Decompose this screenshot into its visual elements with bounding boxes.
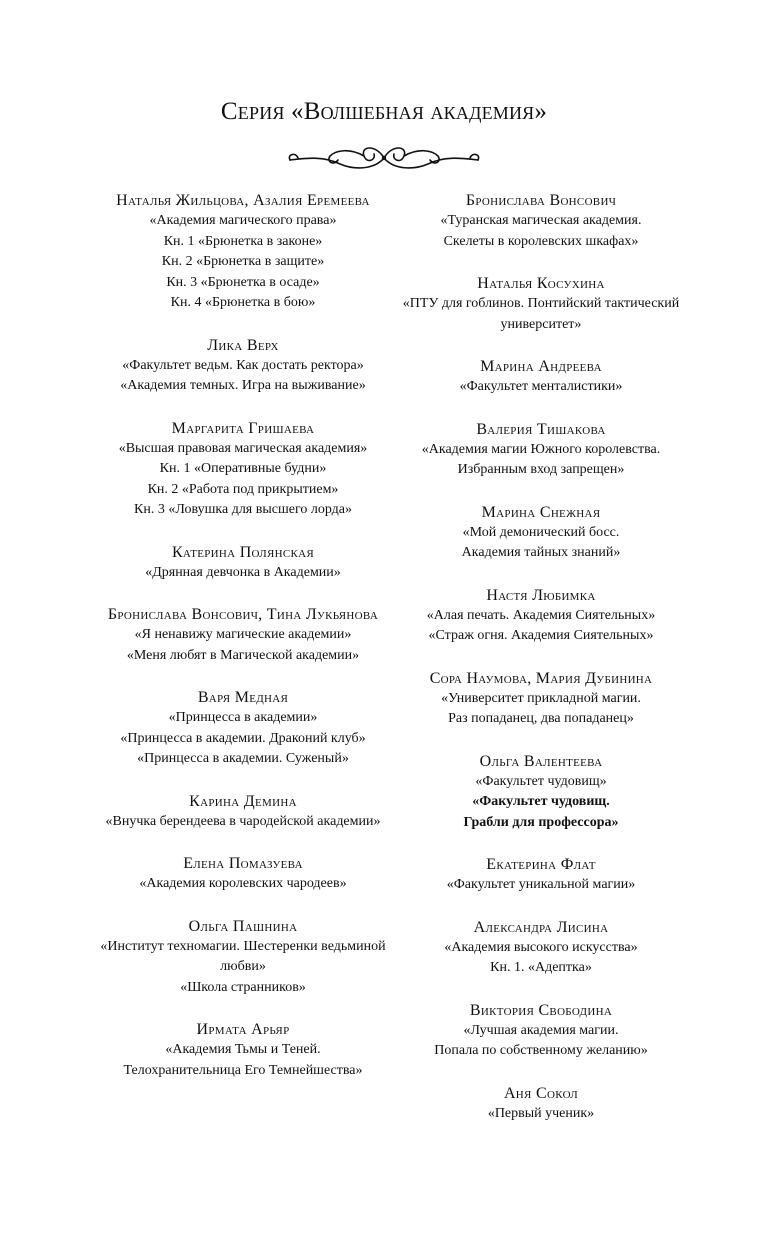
book-title: «Академия темных. Игра на выживание» xyxy=(120,378,366,393)
book-title: «Академия высокого искусства» xyxy=(444,939,638,955)
author-name: Лика Верх xyxy=(207,336,279,354)
series-entry xyxy=(396,668,686,730)
author-name: Катерина Полянская xyxy=(171,543,315,561)
book-title: «ПТУ для гоблинов. Понтийский тактический университет» xyxy=(402,296,680,332)
author-name: Наталья Косухина xyxy=(477,275,605,292)
book-title: Кн. 1 «Брюнетка в законе» xyxy=(163,233,323,249)
book-title: Кн. 4 «Брюнетка в бою» xyxy=(170,295,316,310)
author-name: Наталья Жильцова, Азалия Еремеева xyxy=(116,192,370,209)
author-name: Сора Наумова, Мария Дубинина xyxy=(429,669,653,687)
author-name: Карина Демина xyxy=(189,792,297,810)
book-title: «Дрянная девчонка в Академии» xyxy=(145,564,341,580)
book-title: «Школа странников» xyxy=(180,979,306,995)
series-entry xyxy=(396,917,686,979)
book-title: «Факультет чудовищ. xyxy=(472,794,610,809)
book-title: «Принцесса в академии» xyxy=(168,710,318,725)
series-entry xyxy=(98,853,388,895)
author-name: Ольга Валентеева xyxy=(479,752,603,770)
author-name: Марина Андреева xyxy=(480,358,602,375)
series-entry xyxy=(98,542,388,584)
book-title: Скелеты в королевских шкафах» xyxy=(443,233,639,249)
author-name: Виктория Свободина xyxy=(469,1001,613,1019)
series-entry xyxy=(396,502,686,564)
series-entry xyxy=(98,791,388,833)
series-entry xyxy=(98,687,388,770)
author-name: Валерия Тишакова xyxy=(476,420,606,438)
book-title: «Академия магического права» xyxy=(149,213,337,228)
book-title: «Академия королевских чародеев» xyxy=(139,876,347,891)
book-title: Кн. 2 «Брюнетка в защите» xyxy=(161,254,325,269)
author-name: Бронислава Вонсович, Тина Лукьянова xyxy=(107,606,379,623)
book-title: «Страж огня. Академия Сиятельных» xyxy=(428,628,654,643)
book-title: Кн. 1. «Адептка» xyxy=(490,960,592,975)
page-title: Серия «Волшебная академия» xyxy=(220,98,548,125)
author-name: Ольга Пашнина xyxy=(188,917,298,935)
book-title: «Принцесса в академии. Драконий клуб» xyxy=(120,730,366,746)
book-title: «Лучшая академия магии. xyxy=(463,1022,619,1038)
book-title: «Академия Тьмы и Теней. xyxy=(165,1042,321,1057)
book-title: Академия тайных знаний» xyxy=(461,545,621,560)
book-title: Кн. 3 «Брюнетка в осаде» xyxy=(166,274,320,290)
series-entry xyxy=(396,854,686,896)
author-name: Елена Помазуева xyxy=(183,855,303,872)
author-name: Настя Любимка xyxy=(486,586,596,604)
series-entry xyxy=(396,751,686,834)
decorative-flourish xyxy=(284,140,484,176)
author-name: Марина Снежная xyxy=(481,503,601,521)
book-title: «Факультет чудовищ» xyxy=(475,773,607,789)
book-title: Телохранительница Его Темнейшества» xyxy=(123,1062,363,1078)
book-title: «Факультет менталистики» xyxy=(459,379,623,394)
book-title: «Я ненавижу магические академии» xyxy=(134,627,352,642)
series-entry xyxy=(98,1019,388,1081)
author-name: Аня Сокол xyxy=(503,1084,579,1102)
series-entry xyxy=(396,1083,686,1125)
book-title: Раз попаданец, два попаданец» xyxy=(448,711,634,726)
series-entry xyxy=(98,604,388,666)
book-title: Грабли для профессора» xyxy=(463,814,619,830)
book-title: «Меня любят в Магической академии» xyxy=(126,647,360,663)
book-title: «Алая печать. Академия Сиятельных» xyxy=(426,607,656,623)
book-title: «Первый ученик» xyxy=(487,1105,595,1121)
book-title: Кн. 3 «Ловушка для высшего лорда» xyxy=(134,502,352,517)
book-title: «Мой демонический босс. xyxy=(462,524,620,540)
book-title: Кн. 1 «Оперативные будни» xyxy=(159,461,327,476)
author-name: Маргарита Гришаева xyxy=(171,419,315,437)
series-entry xyxy=(396,273,686,335)
author-name: Ирмата Арьяр xyxy=(196,1021,290,1038)
series-entry xyxy=(396,419,686,481)
book-title: «Академия магии Южного королевства. Избранным вход запрещен» xyxy=(421,441,661,477)
author-name: Варя Медная xyxy=(197,689,289,706)
series-entry xyxy=(396,190,686,252)
author-name: Бронислава Вонсович xyxy=(465,192,617,209)
book-title: «Принцесса в академии. Суженый» xyxy=(137,751,349,766)
author-name: Александра Лисина xyxy=(473,918,609,936)
book-title: «Факультет ведьм. Как достать ректора» xyxy=(122,357,364,373)
right-column xyxy=(396,190,686,1145)
book-title: «Институт техномагии. Шестеренки ведьминой любви» xyxy=(100,938,386,974)
series-entry xyxy=(98,418,388,521)
left-column xyxy=(98,190,388,1102)
author-name: Екатерина Флат xyxy=(486,856,596,873)
book-title: Кн. 2 «Работа под прикрытием» xyxy=(147,481,339,497)
series-entry xyxy=(98,916,388,999)
series-entry xyxy=(98,190,388,314)
series-entry xyxy=(396,356,686,398)
book-title: «Внучка берендеева в чародейской академии» xyxy=(105,813,381,829)
series-entry xyxy=(396,585,686,647)
book-title: «Туранская магическая академия. xyxy=(440,213,642,228)
book-title: «Университет прикладной магии. xyxy=(441,690,641,706)
book-title: «Высшая правовая магическая академия» xyxy=(118,440,368,456)
book-title: «Факультет уникальной магии» xyxy=(446,877,636,892)
series-entry xyxy=(396,1000,686,1062)
series-entry xyxy=(98,335,388,397)
book-title: Попала по собственному желанию» xyxy=(434,1043,648,1058)
